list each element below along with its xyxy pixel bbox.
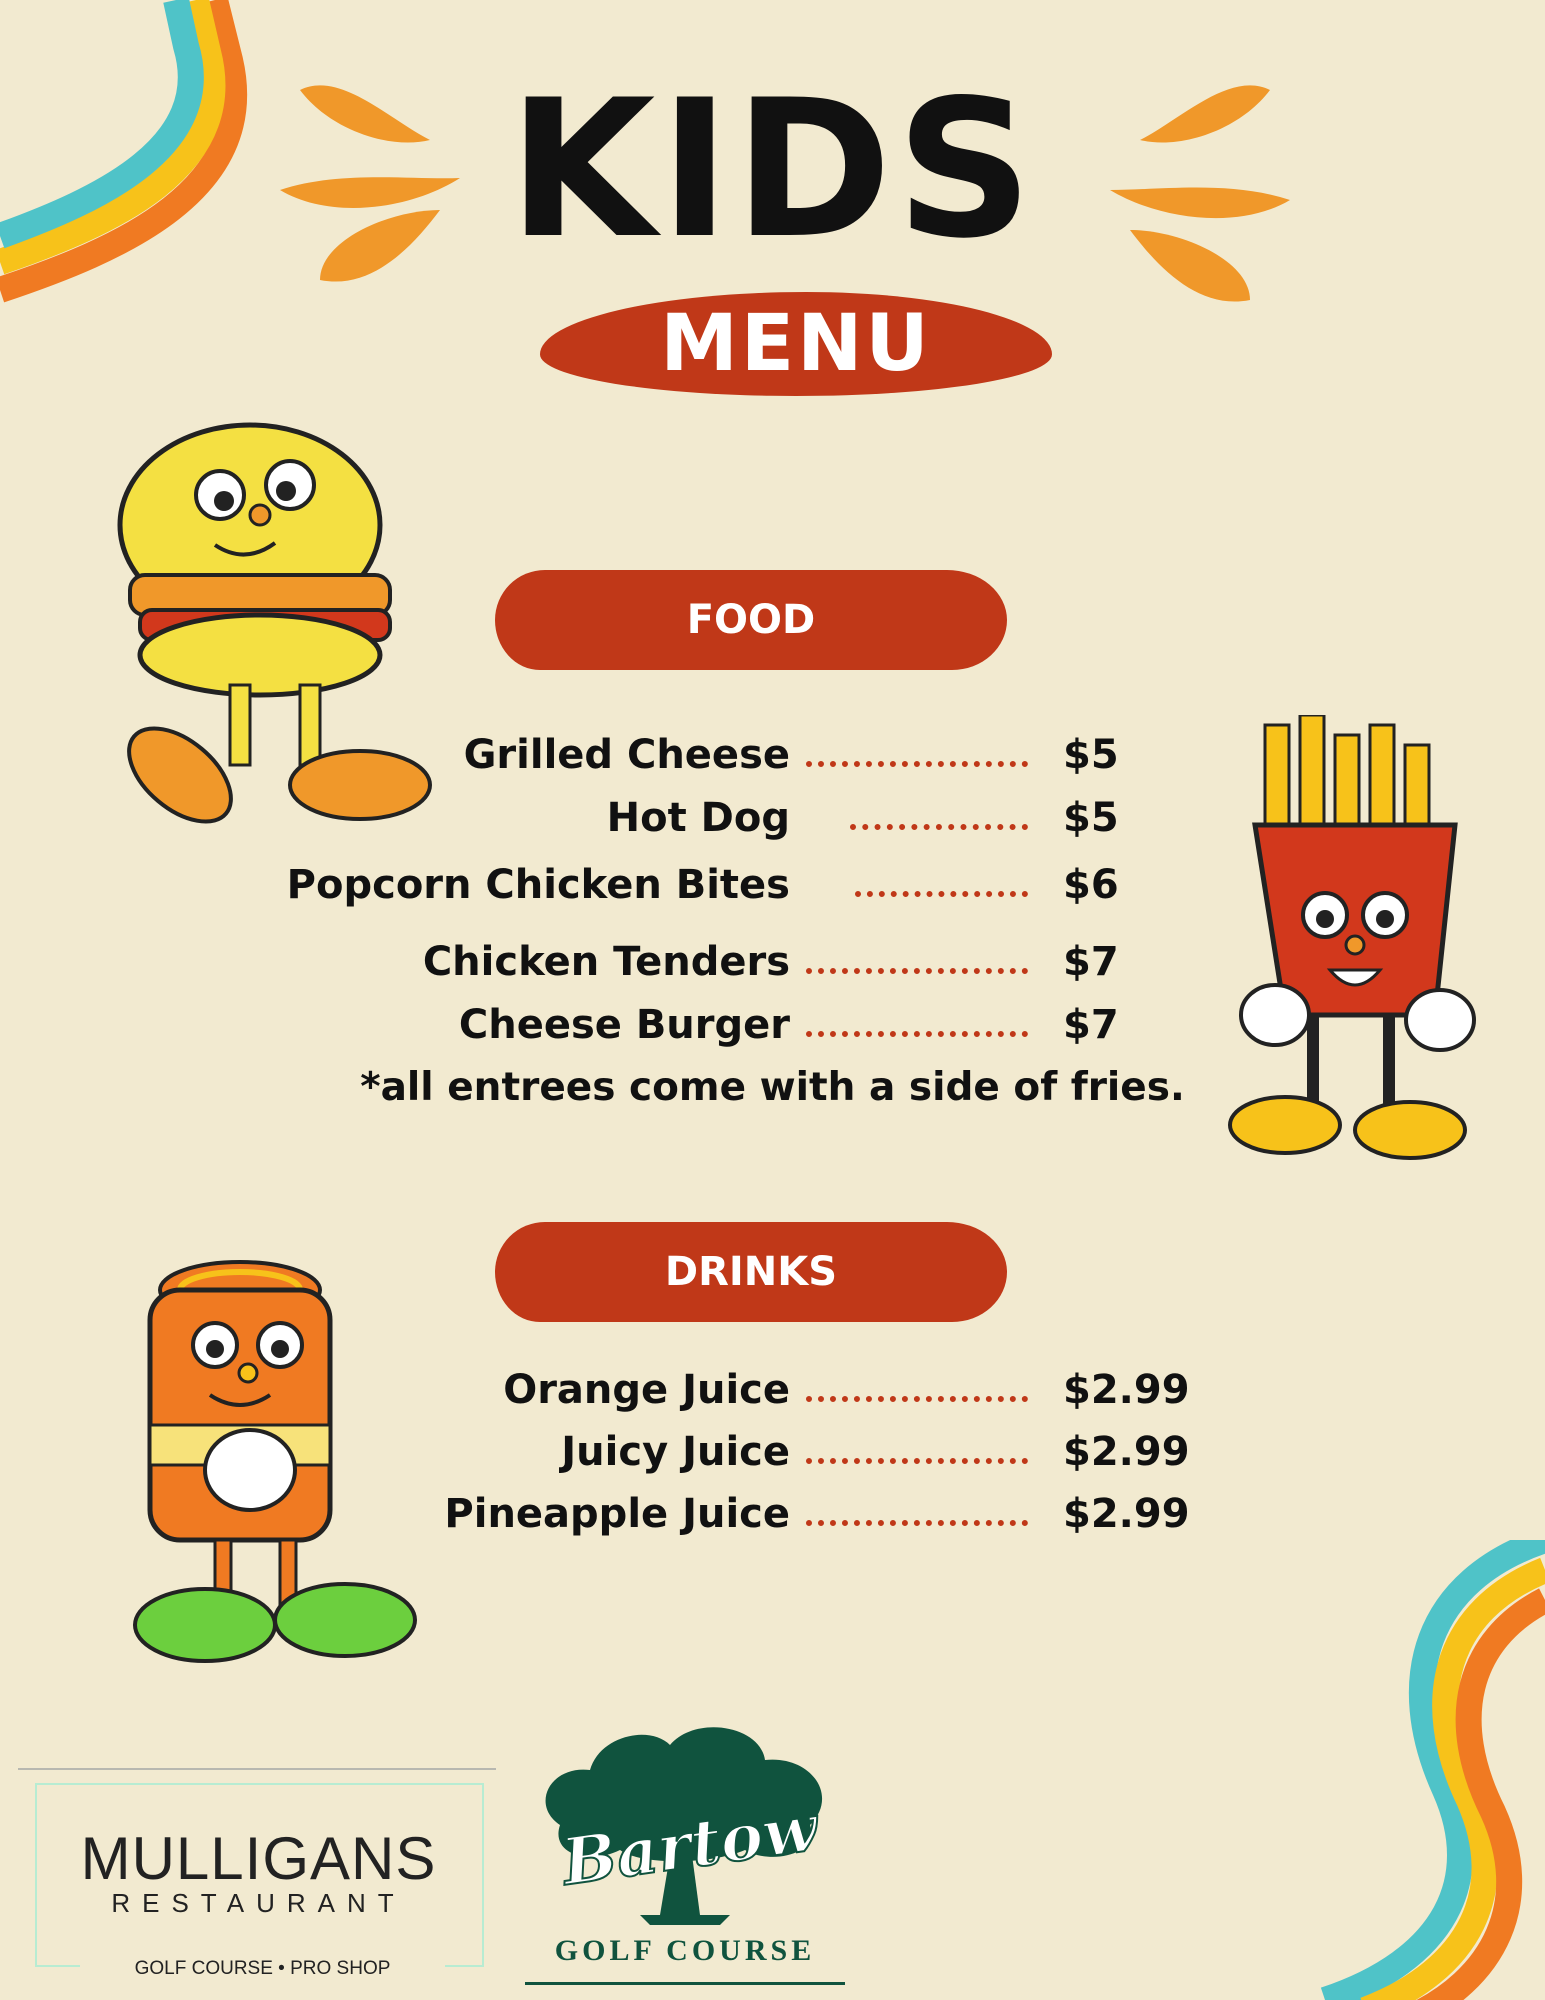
dot-leader (850, 824, 1028, 830)
item-name: Popcorn Chicken Bites (286, 862, 790, 908)
item-name: Juicy Juice (561, 1429, 790, 1475)
item-name: Cheese Burger (458, 1002, 790, 1048)
item-price: $2.99 (1063, 1491, 1190, 1537)
page-title: KIDS (508, 59, 1037, 280)
item-price: $5 (1063, 732, 1119, 778)
mulligans-logo-subtitle: RESTAURANT (111, 1888, 406, 1918)
bartow-logo-footer: GOLF COURSE (554, 1934, 816, 1967)
item-name: Grilled Cheese (463, 732, 790, 778)
dot-leader (806, 1458, 1028, 1464)
rainbow-stripes-bottom-right (1245, 1540, 1545, 2000)
food-item-cheese-burger (0, 995, 1545, 1055)
item-name: Orange Juice (503, 1367, 790, 1413)
dot-leader (806, 1396, 1028, 1402)
drink-item-juicy-juice (0, 1422, 1545, 1482)
page-subtitle: MENU (660, 299, 932, 389)
item-price: $7 (1063, 1002, 1119, 1048)
dot-leader (855, 891, 1028, 897)
food-item-hot-dog (0, 788, 1545, 848)
drink-item-pineapple-juice (0, 1484, 1545, 1544)
item-name: Pineapple Juice (444, 1491, 790, 1537)
food-item-chicken-tenders (0, 932, 1545, 992)
divider (18, 1768, 496, 1770)
food-item-grilled-cheese (0, 725, 1545, 785)
mulligans-logo-footer: GOLF COURSE • PRO SHOP (80, 1958, 445, 1980)
item-price: $5 (1063, 795, 1119, 841)
dot-leader (806, 761, 1028, 767)
item-price: $2.99 (1063, 1367, 1190, 1413)
food-note: *all entrees come with a side of fries. (360, 1065, 1185, 1110)
item-price: $2.99 (1063, 1429, 1190, 1475)
drinks-heading: DRINKS (495, 1222, 1007, 1322)
dot-leader (806, 1520, 1028, 1526)
item-name: Hot Dog (606, 795, 790, 841)
item-name: Chicken Tenders (422, 939, 790, 985)
dot-leader (806, 1031, 1028, 1037)
mulligans-logo-title: MULLIGANS (80, 1825, 437, 1892)
bartow-logo-script: Bartow (557, 1790, 823, 1901)
item-price: $7 (1063, 939, 1119, 985)
dot-leader (806, 968, 1028, 974)
food-item-popcorn-chicken (0, 855, 1545, 915)
item-price: $6 (1063, 862, 1119, 908)
food-heading: FOOD (495, 570, 1007, 670)
drink-item-orange-juice (0, 1360, 1545, 1420)
bartow-logo-underline (525, 1982, 845, 1985)
